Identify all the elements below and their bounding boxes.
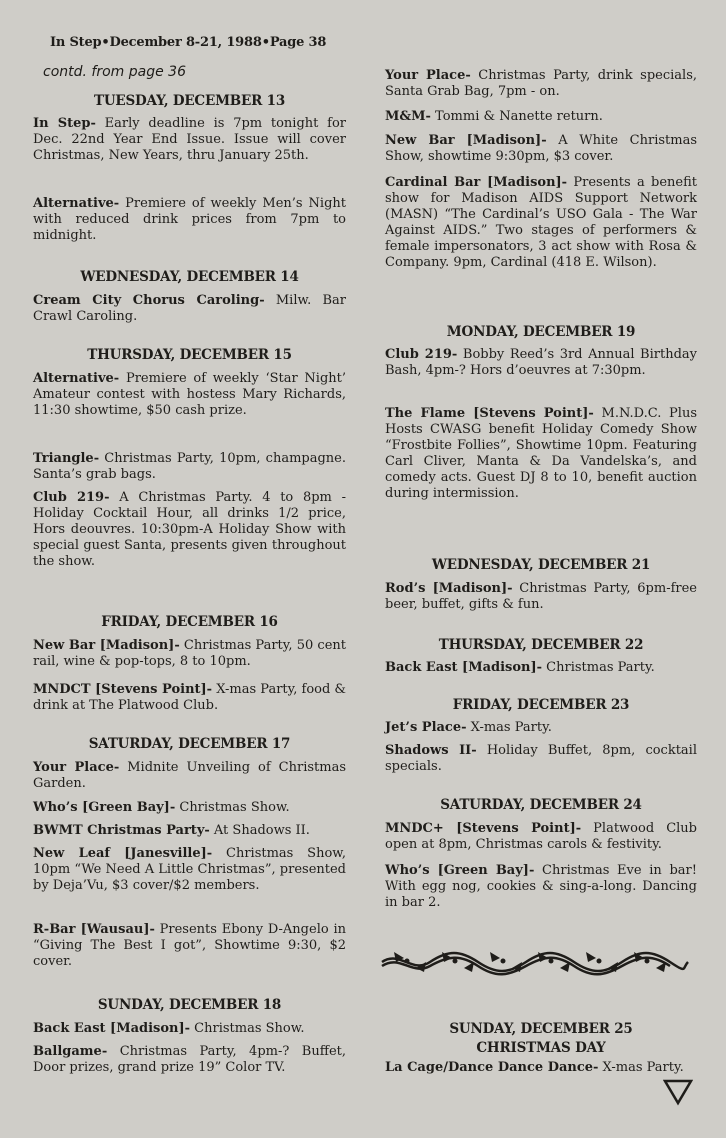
venue-name: Your Place- [385,68,471,83]
venue-name: In Step- [33,116,96,131]
listing-text: Platwood Club open at 8pm, Christmas carols & festivity. [385,821,697,852]
listing-text: Christmas Show, 10pm “We Need A Little Christmas”, presented by Deja’Vu, $3 cover/$2 members. [33,846,346,893]
day-heading: WEDNESDAY, DECEMBER 14 [80,269,299,285]
listing-text: Midnite Unveiling of Christmas Garden. [33,760,347,791]
day-heading: SATURDAY, DECEMBER 17 [88,736,291,752]
venue-name: Back East [Madison]- [385,660,543,675]
listing-text: X-mas Party, food & drink at The Platwood Club. [33,682,347,713]
listing-text: Holiday Buffet, 8pm, cocktail specials. [385,743,698,774]
day-heading: THURSDAY, DECEMBER 15 [87,347,292,363]
listing-entry [33,682,346,714]
venue-name: Your Place- [33,760,120,775]
listing-entry [385,109,697,125]
venue-name: The Flame [Stevens Point]- [385,406,594,421]
listing-entry [33,1021,346,1037]
day-heading: THURSDAY, DECEMBER 22 [438,637,644,653]
venue-name: New Bar [Madison]- [33,638,180,653]
listing-entry [385,821,697,853]
listing-entry [385,1060,685,1076]
venue-name: New Bar [Madison]- [385,133,547,148]
day-subheading: CHRISTMAS DAY [476,1040,606,1056]
holly-border-ornament [380,946,690,976]
venue-name: Back East [Madison]- [33,1021,191,1036]
listing-text: Early deadline is 7pm tonight for Dec. 22nd Year End Issue. Issue will cover Christmas, New Years, thru January 25th. [33,116,346,163]
listing-entry [385,581,697,613]
listing-text: A Christmas Party. 4 to 8pm - Holiday Cocktail Hour, all drinks 1/2 price, Hors deouvres. 10:30pm-A Holiday Show with special guest Santa, presents given throughout the show. [33,490,346,569]
venue-name: Shadows II- [385,743,477,758]
day-heading: SATURDAY, DECEMBER 24 [440,797,642,813]
listing-entry [385,720,697,736]
day-heading: MONDAY, DECEMBER 19 [446,324,636,340]
venue-name: Who’s [Green Bay]- [33,800,176,815]
listing-entry [385,406,697,502]
venue-name: Ballgame- [33,1044,108,1059]
listing-text: Christmas Party, 10pm, champagne. Santa’s grab bags. [33,451,346,482]
listing-entry [385,347,697,379]
venue-name: Jet’s Place- [385,720,467,735]
listing-entry [33,800,346,816]
listing-text: X-mas Party. [466,720,552,735]
listing-entry [385,175,697,271]
listing-text: M.N.D.C. Plus Hosts CWASG benefit Holiday Comedy Show “Frostbite Follies”, Showtime 10pm. Featuring Carl Cliver, Manta & Da Vandelska’s, and comedy acts. Guest DJ 8 to 10, benefit auction during intermission. [385,406,697,501]
listing-text: Christmas Party, 6pm-free beer, buffet, gifts & fun. [385,581,697,612]
listing-entry [385,133,697,165]
venue-name: MNDCT [Stevens Point]- [33,682,213,697]
listing-text: Christmas Eve in bar! With egg nog, cookies & sing-a-long. Dancing in bar 2. [385,863,697,910]
listing-text: Christmas Party, 50 cent rail, wine & pop-tops, 8 to 10pm. [33,638,346,669]
listing-text: Presents Ebony D-Angelo in “Giving The Best I got”, Showtime 9:30, $2 cover. [33,922,346,969]
venue-name: Club 219- [33,490,110,505]
listing-text: Christmas Party, 4pm-? Buffet, Door prizes, grand prize 19” Color TV. [33,1044,346,1075]
listing-entry [33,371,346,419]
listing-entry [33,451,346,483]
venue-name: La Cage/Dance Dance Dance- [385,1060,599,1075]
listing-entry [33,922,346,970]
listing-entry [33,196,346,244]
venue-name: New Leaf [Janesville]- [33,846,213,861]
day-heading: SUNDAY, DECEMBER 25 [449,1021,633,1037]
listing-entry [33,760,346,792]
continued-arrow-icon [663,1078,693,1106]
page-header: In Step•December 8-21, 1988•Page 38 [50,35,327,50]
venue-name: R-Bar [Wausau]- [33,922,155,937]
venue-name: Alternative- [33,371,120,386]
listing-text: Christmas Party, drink specials, Santa Grab Bag, 7pm - on. [385,68,697,99]
listing-entry [33,116,346,164]
day-heading: SUNDAY, DECEMBER 18 [97,997,282,1013]
listing-text: Premiere of weekly ‘Star Night’ Amateur contest with hostess Mary Richards, 11:30 showtime, $50 cash prize. [33,371,346,418]
listing-entry [33,1044,346,1076]
listing-text: Christmas Show. [190,1021,305,1036]
listing-entry [385,743,697,775]
day-heading: TUESDAY, DECEMBER 13 [93,93,286,109]
listing-text: Christmas Party. [542,660,655,675]
day-heading: FRIDAY, DECEMBER 23 [452,697,630,713]
venue-name: Who’s [Green Bay]- [385,863,535,878]
listing-text: Milw. Bar Crawl Caroling. [33,293,346,324]
listing-entry [385,863,697,911]
listing-text: X-mas Party. [598,1060,684,1075]
listing-text: Presents a benefit show for Madison AIDS Support Network (MASN) “The Cardinal’s USO Gala - The War Against AIDS.” Two stages of performers & female impersonators, 3 act show with Rosa & Company. 9pm, Cardinal (418 E. Wilson). [385,175,697,270]
listing-entry [385,68,697,100]
venue-name: BWMT Christmas Party- [33,823,210,838]
listing-text: Tommi & Nanette return. [430,109,603,124]
listing-entry [33,293,346,325]
venue-name: Club 219- [385,347,458,362]
day-heading: FRIDAY, DECEMBER 16 [101,614,278,630]
day-heading: WEDNESDAY, DECEMBER 21 [431,557,651,573]
listing-text: A White Christmas Show, showtime 9:30pm, $3 cover. [385,133,697,164]
venue-name: Alternative- [33,196,120,211]
listing-text: Bobby Reed’s 3rd Annual Birthday Bash, 4pm-? Hors d’oeuvres at 7:30pm. [385,347,697,378]
venue-name: Rod’s [Madison]- [385,581,513,596]
listing-text: Premiere of weekly Men’s Night with reduced drink prices from 7pm to midnight. [33,196,346,243]
listing-entry [33,846,346,894]
listing-entry [33,638,346,670]
venue-name: MNDC+ [Stevens Point]- [385,821,582,836]
venue-name: Triangle- [33,451,100,466]
continued-note: contd. from page 36 [43,64,186,80]
venue-name: M&M- [385,109,431,124]
listing-entry [33,823,346,839]
listing-entry [385,660,697,676]
venue-name: Cardinal Bar [Madison]- [385,175,568,190]
listing-text: Christmas Show. [175,800,290,815]
venue-name: Cream City Chorus Caroling- [33,293,265,308]
listing-text: At Shadows II. [209,823,310,838]
listing-entry [33,490,346,570]
